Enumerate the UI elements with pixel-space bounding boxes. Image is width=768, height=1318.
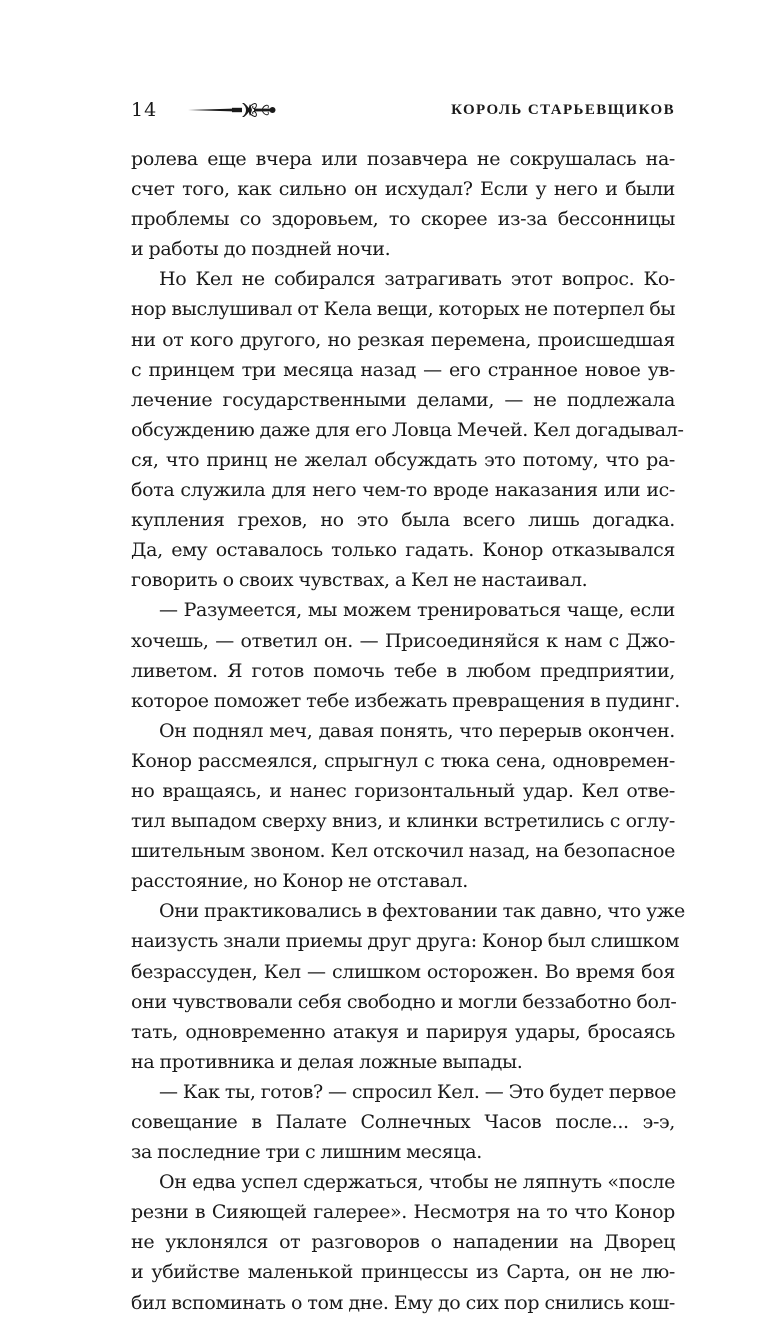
text-line: проблемы со здоровьем, то скорее из-за бессонницы	[131, 208, 675, 231]
text-line: которое поможет тебе избежать превращения в пудинг.	[131, 689, 680, 712]
text-line: тил выпадом сверху вниз, и клинки встретились с оглу-	[131, 810, 675, 833]
text-line: хочешь, — ответил он. — Присоединяйся к нам с Джо-	[131, 629, 675, 652]
paragraph-first-line: — Как ты, готов? — спросил Кел. — Это будет первое	[159, 1080, 677, 1103]
paragraph-first-line: Он поднял меч, давая понять, что перерыв окончен.	[159, 719, 675, 742]
text-line: за последние три с лишним месяца.	[131, 1141, 482, 1164]
text-line: говорить о своих чувствах, а Кел не настаивал.	[131, 569, 588, 592]
paragraph-first-line: — Разумеется, мы можем тренироваться чаще, если	[159, 599, 675, 622]
page-number: 14	[131, 99, 158, 121]
text-line: совещание в Палате Солнечных Часов после... э-э,	[131, 1111, 675, 1133]
sword-ornament-icon	[186, 100, 278, 120]
text-line: лечение государственными делами, — не подлежала	[131, 388, 675, 411]
text-line: ся, что принц не желал обсуждать это потому, что ра-	[131, 448, 675, 471]
text-line: Конор рассмеялся, спрыгнул с тюка сена, одновремен-	[131, 749, 675, 772]
paragraph-first-line: Он едва успел сдержаться, чтобы не ляпнуть «после	[159, 1171, 675, 1194]
text-line: бота служила для него чем-то вроде наказания или ис-	[131, 479, 675, 502]
text-line: расстояние, но Конор не отставал.	[131, 870, 468, 893]
text-line: обсуждению даже для его Ловца Мечей. Кел догадывал-	[131, 418, 684, 441]
text-line: и убийстве маленькой принцессы из Сарта, он не лю-	[131, 1261, 675, 1284]
text-line: они чувствовали себя свободно и могли беззаботно бол-	[131, 990, 677, 1013]
text-line: нор выслушивал от Кела вещи, которых не потерпел бы	[131, 298, 676, 321]
text-line: счет того, как сильно он исхудал? Если у него и были	[131, 178, 675, 201]
paragraph-first-line: Они практиковались в фехтовании так давно, что уже	[159, 900, 685, 923]
text-line: бил вспоминать о том дне. Ему до сих пор снились кош-	[131, 1291, 675, 1314]
text-line: купления грехов, но это была всего лишь догадка.	[131, 509, 675, 532]
text-line: наизусть знали приемы друг друга: Конор был слишком	[131, 930, 680, 953]
text-line: с принцем три месяца назад — его странное новое ув-	[131, 358, 675, 381]
text-line: резни в Сияющей галерее». Несмотря на то что Конор	[131, 1201, 675, 1224]
paragraph-first-line: Но Кел не собирался затрагивать этот вопрос. Ко-	[159, 268, 675, 291]
text-line: безрассуден, Кел — слишком осторожен. Во время боя	[131, 960, 675, 983]
text-line: ролева еще вчера или позавчера не сокрушалась на-	[131, 148, 675, 170]
text-line: но вращаясь, и нанес горизонтальный удар. Кел отве-	[131, 779, 675, 802]
text-line: ни от кого другого, но резкая перемена, происшедшая	[131, 328, 675, 351]
text-line: и работы до поздней ночи.	[131, 238, 391, 261]
text-line: шительным звоном. Кел отскочил назад, на безопасное	[131, 840, 675, 863]
text-line: тать, одновременно атакуя и парируя удары, бросаясь	[131, 1020, 675, 1043]
page-header	[131, 96, 675, 124]
text-line: ливетом. Я готов помочь тебе в любом предприятии,	[131, 659, 675, 682]
text-line: на противника и делая ложные выпады.	[131, 1050, 523, 1073]
running-title: КОРОЛЬ СТАРЬЕВЩИКОВ	[451, 102, 675, 118]
text-line: Да, ему оставалось только гадать. Конор отказывался	[131, 539, 675, 562]
text-line: не уклонялся от разговоров о нападении на Дворец	[131, 1231, 675, 1254]
body-text	[131, 144, 685, 1318]
